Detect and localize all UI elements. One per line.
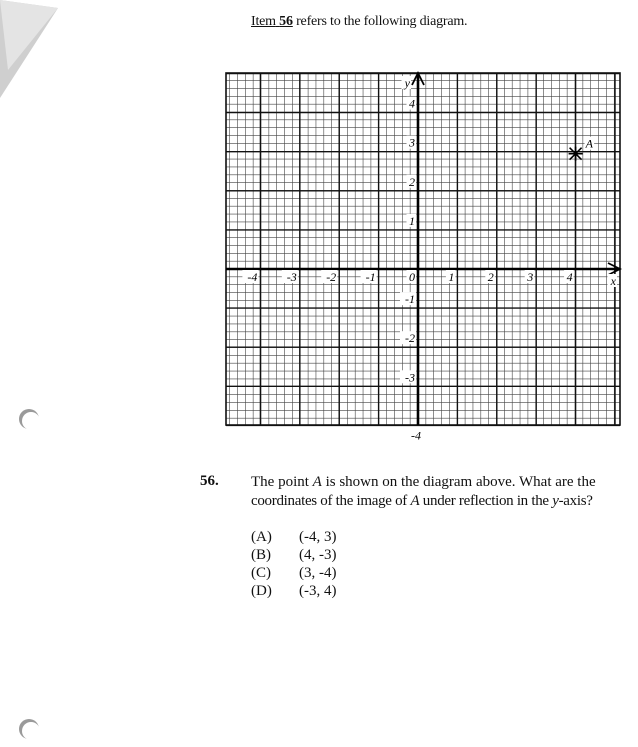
option-letter: (D) [251,583,272,599]
option-letter: (C) [251,565,271,581]
x-tick-label: -3 [286,270,297,284]
option-value: (-3, 4) [299,583,337,599]
q-text-part: is shown on the diagram above. What are the [325,474,596,490]
question-line-1 [251,473,631,492]
intro-text: refers to the following diagram. [296,14,468,29]
option-letter: (B) [251,547,271,563]
point-name: A [410,493,420,509]
q-text-part: The point [251,474,309,490]
q-text-part: -axis? [558,493,593,509]
axis-name: y [552,493,559,509]
grid-frame [226,73,620,425]
x-tick-label: -2 [326,270,337,284]
y-tick-label: 4 [409,96,415,111]
option-letter: (A) [251,529,272,545]
grid-lines [226,73,620,426]
question-text [251,473,631,511]
x-tick-label: 0 [409,270,415,284]
item-word: Item [251,14,276,29]
y-tick-label: 2 [409,174,415,189]
x-tick-label: 1 [448,270,455,284]
point-name: A [312,474,322,490]
y-tick-label: 3 [409,135,415,150]
point-label: A [585,136,593,151]
x-tick-label: 2 [487,270,494,284]
x-tick-label: 4 [566,270,573,284]
punch-hole-icon [18,718,40,740]
option-value: (3, -4) [299,565,337,581]
y-axis-label: y [404,76,410,90]
option-value: (4, -3) [299,547,337,563]
x-tick-label: -1 [365,270,376,284]
grid-labels [242,76,617,442]
x-axis-label: x [610,274,616,288]
y-tick-label: 1 [409,213,415,228]
y-tick-label: -1 [405,292,415,307]
question-number: 56. [200,473,219,489]
item-number: 56 [279,14,293,29]
y-tick-label: -2 [405,331,415,346]
x-tick-label: 3 [527,270,534,284]
option-value: (-4, 3) [299,529,337,545]
y-tick-label: -4 [411,428,421,443]
point-a [569,147,583,161]
y-tick-label: -3 [405,370,415,385]
x-tick-label: -4 [247,270,258,284]
question-line-2 [251,492,631,511]
q-text-part: under reflection in the [422,493,549,509]
q-text-part: coordinates of the image of [251,493,408,509]
